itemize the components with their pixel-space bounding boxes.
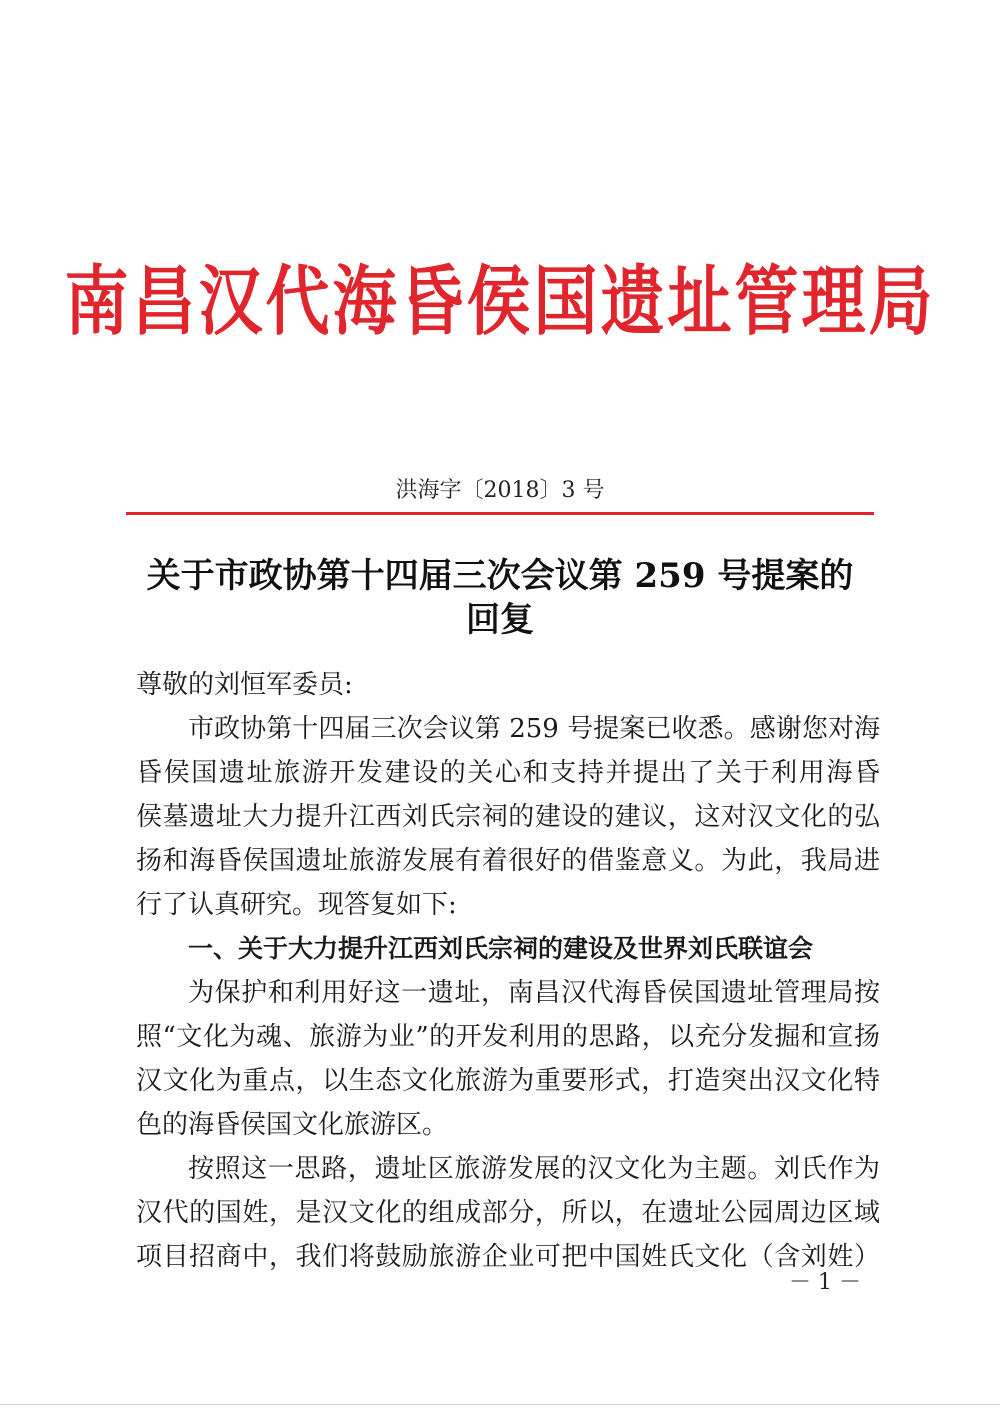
paragraph-3-line: 汉代的国姓，是汉文化的组成部分，所以，在遗址公园周边区域 (136, 1198, 880, 1228)
document-title (110, 554, 890, 642)
paragraph-3-line: 项目招商中，我们将鼓励旅游企业可把中国姓氏文化（含刘姓） (136, 1242, 880, 1272)
document-title-line-1: 关于市政协第十四届三次会议第 259 号提案的 (146, 556, 854, 596)
document-title-line-2: 回复 (466, 600, 534, 640)
red-divider-line (126, 512, 874, 515)
letterhead-org-name: 南昌汉代海昏侯国遗址管理局 (64, 258, 936, 347)
page-bottom-edge (0, 1404, 1000, 1405)
paragraph-2-line: 汉文化为重点，以生态文化旅游为重要形式，打造突出汉文化特 (136, 1066, 880, 1096)
salutation: 尊敬的刘恒军委员: (136, 670, 353, 700)
paragraph-1-line: 行了认真研究。现答复如下: (136, 890, 457, 920)
paragraph-3-line: 按照这一思路，遗址区旅游发展的汉文化为主题。刘氏作为 (188, 1154, 880, 1184)
paragraph-2-line: 照“文化为魂、旅游为业”的开发利用的思路，以充分发掘和宣扬 (136, 1022, 880, 1052)
paragraph-1-line: 市政协第十四届三次会议第 259 号提案已收悉。感谢您对海 (188, 714, 880, 744)
paragraph-1-line: 昏侯国遗址旅游开发建设的关心和支持并提出了关于利用海昏 (136, 758, 880, 788)
document-body (136, 663, 880, 1279)
section-1-heading: 一、关于大力提升江西刘氏宗祠的建设及世界刘氏联谊会 (188, 934, 814, 963)
page-number: － 1 － (789, 1270, 861, 1295)
document-number: 洪海字〔2018〕3 号 (395, 478, 605, 503)
paragraph-2-line: 为保护和利用好这一遗址，南昌汉代海昏侯国遗址管理局按 (188, 978, 880, 1008)
paragraph-1-line: 侯墓遗址大力提升江西刘氏宗祠的建设的建议，这对汉文化的弘 (136, 802, 880, 832)
paragraph-1-line: 扬和海昏侯国遗址旅游发展有着很好的借鉴意义。为此，我局进 (136, 846, 880, 876)
paragraph-2-line: 色的海昏侯国文化旅游区。 (136, 1110, 449, 1140)
